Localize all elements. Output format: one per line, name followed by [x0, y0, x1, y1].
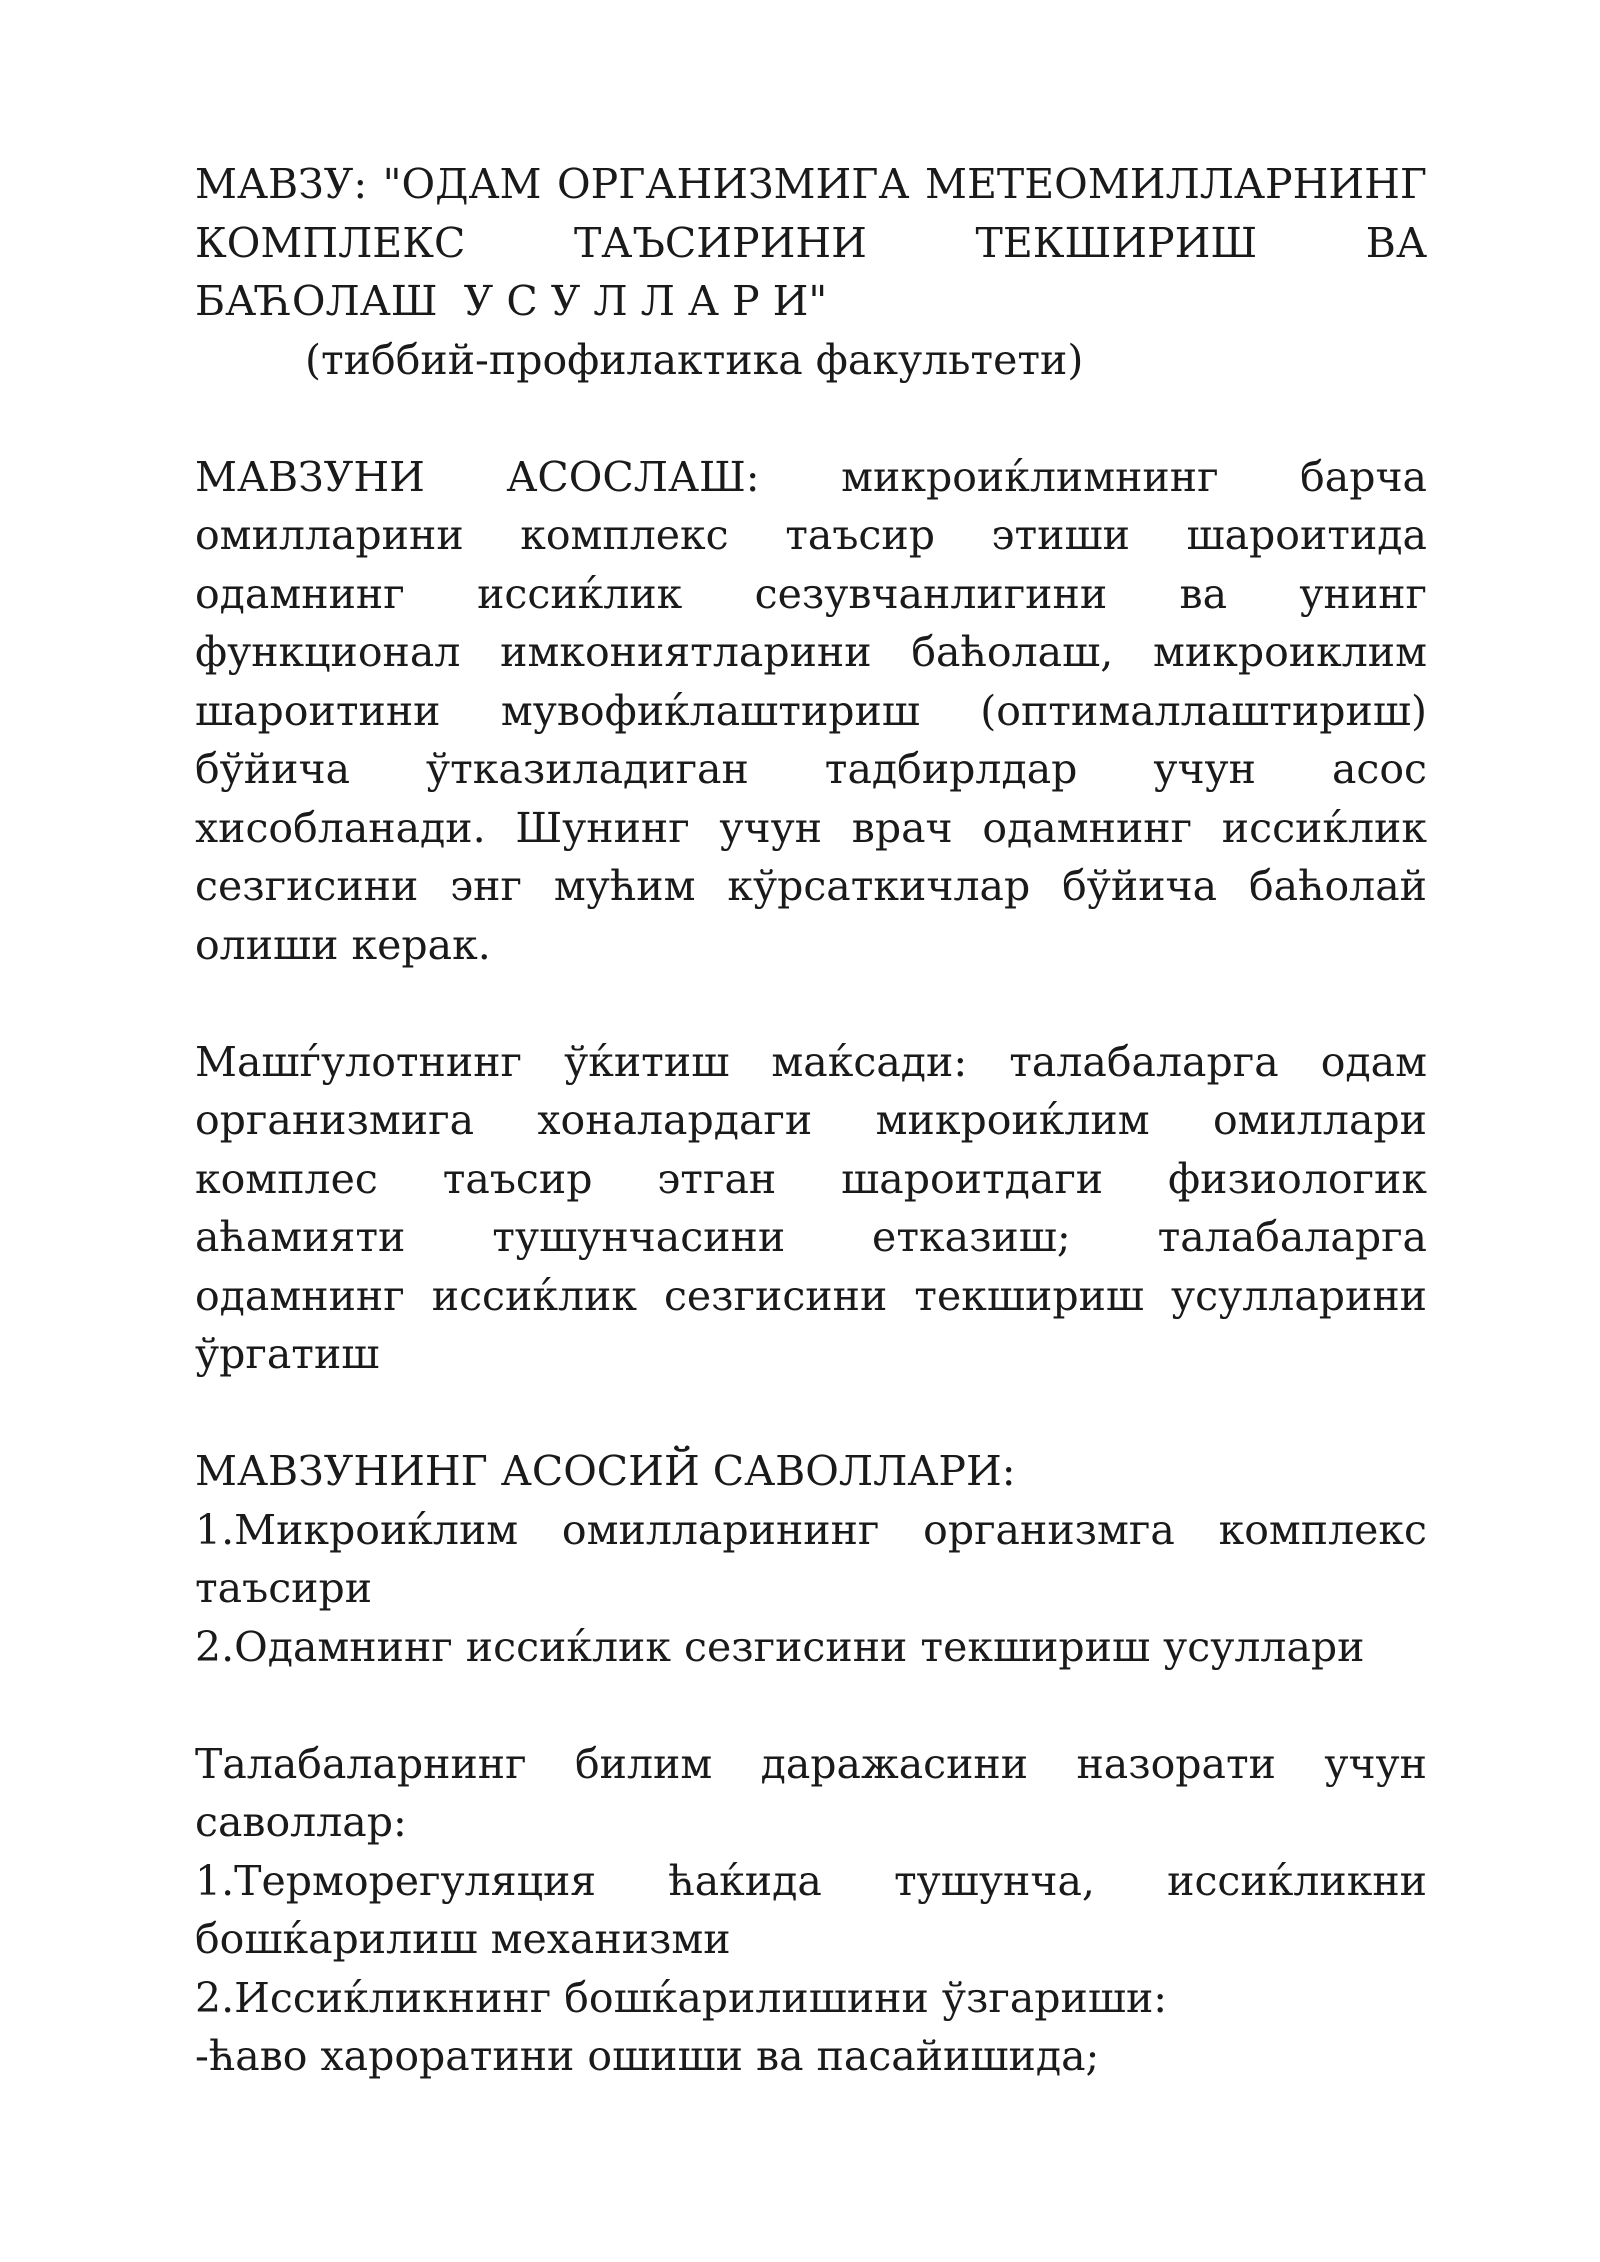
faculty-subtitle: (тиббий-профилактика факультети): [305, 335, 1084, 384]
title-line-2: КОМПЛЕКС ТАЪСИРИНИ ТЕКШИРИШ ВА: [195, 218, 1427, 267]
control-question-item: 2.Иссиќликнинг бошќарилишини ўзгариши:: [195, 1973, 1168, 2022]
control-questions-heading: Талабаларнинг билим даражасини назорати учун саволлар:: [195, 1739, 1427, 1846]
spacer: [195, 1676, 1427, 1735]
title-line-1: МАВЗУ: "ОДАМ ОРГАНИЗМИГА МЕТЕОМИЛЛАРНИНГ: [195, 160, 1427, 208]
document-page: [195, 155, 1427, 2086]
spacer: [195, 389, 1427, 448]
rationale-paragraph: МАВЗУНИ АСОСЛАШ: микроиќлимнинг барча омилларини комплекс таъсир этиши шароитида одамнинг иссиќлик сезувчанлигини ва унинг функционал имкониятларини баћолаш, микроиклим шароитини мувофиќлаштириш (оптималлаштириш) бўйича ўтказиладиган тадбирлдар учун асос хисобланади. Шунинг учун врач одамнинг иссиќлик сезгисини энг мућим кўрсаткичлар бўйича баћолай олиши керак.: [195, 452, 1427, 969]
control-question-item: 1.Терморегуляция ћаќида тушунча, иссиќликни бошќарилиш механизми: [195, 1856, 1427, 1963]
goal-paragraph: Машѓулотнинг ўќитиш маќсади: талабаларга одам организмига хоналардаги микроиќлим омиллари комплес таъсир этган шароитдаги физиологик аћамияти тушунчасини етказиш; талабаларга одамнинг иссиќлик сезгисини текшириш усулларини ўргатиш: [195, 1037, 1427, 1378]
main-questions-heading: МАВЗУНИНГ АСОСИЙ САВОЛЛАРИ:: [195, 1447, 1016, 1495]
spacer: [195, 974, 1427, 1033]
spacer: [195, 1384, 1427, 1443]
title-line-3: БАЋОЛАШ У С У Л Л А Р И": [195, 277, 828, 325]
main-question-item: 2.Одамнинг иссиќлик сезгисини текшириш усуллари: [195, 1622, 1365, 1671]
main-question-item: 1.Микроиќлим омилларининг организмга комплекс таъсири: [195, 1505, 1427, 1612]
control-question-item: -ћаво хароратини ошиши ва пасайишида;: [195, 2032, 1100, 2080]
